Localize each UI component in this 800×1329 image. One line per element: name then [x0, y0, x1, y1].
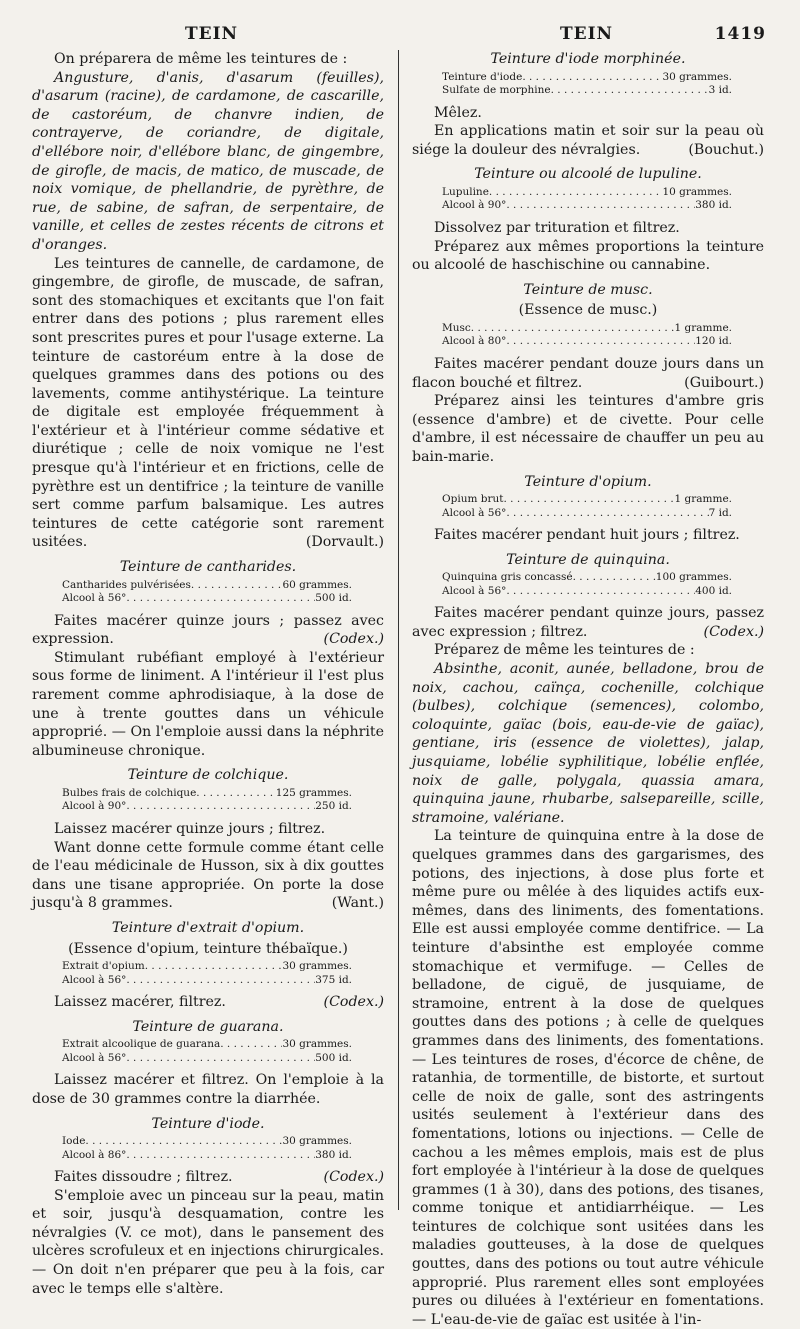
paragraph-text: En applications matin et soir sur la peau où siége la douleur des névralgies.	[412, 123, 764, 158]
paragraph	[32, 255, 384, 553]
source-citation: (Codex.)	[703, 623, 764, 640]
ingredient-name: Alcool à 86°	[62, 1148, 127, 1161]
ingredient-quantity: 125 grammes.	[275, 786, 352, 799]
recipe	[62, 787, 352, 814]
paragraph-text: Faites macérer pendant quinze jours, passez avec expression ; filtrez.	[412, 605, 764, 640]
ingredient-quantity: 60 grammes.	[282, 578, 352, 591]
ingredient-quantity: 380 id.	[695, 199, 732, 212]
ingredient-row	[442, 335, 732, 349]
paragraph	[32, 1168, 384, 1187]
ingredient-row	[62, 960, 352, 974]
paragraph	[412, 355, 764, 392]
ingredient-name: Iode	[62, 1135, 86, 1148]
ingredient-quantity: 400 id.	[695, 584, 732, 597]
recipe	[442, 71, 732, 98]
recipe-title: Teinture d'iode morphinée.	[490, 51, 686, 67]
recipe	[62, 1135, 352, 1162]
ingredient-quantity: 3 id.	[708, 84, 732, 97]
recipe	[62, 1038, 352, 1065]
page-number: 1419	[714, 24, 766, 44]
paragraph: Dissolvez par trituration et filtrez.	[434, 219, 680, 236]
ingredient-row	[442, 493, 732, 507]
paragraph-text: Faites dissoudre ; filtrez.	[54, 1169, 233, 1186]
paragraph: Préparez de même les teintures de :	[434, 642, 695, 659]
ingredient-row	[442, 571, 732, 585]
column-divider	[398, 50, 399, 1210]
recipe-title: Teinture de musc.	[523, 281, 653, 298]
ingredient-name: Musc	[442, 321, 471, 334]
ingredient-name: Teinture d'iode	[442, 70, 523, 83]
recipe	[62, 960, 352, 987]
recipe-title: Teinture de guarana.	[132, 1018, 284, 1035]
ingredient-name: Alcool à 90°	[442, 199, 507, 212]
ingredient-row	[62, 1135, 352, 1149]
paragraph: Stimulant rubéfiant employé à l'extérieur sous forme de liniment. A l'intérieur il l'est plus rarement comme aphrodisiaque, à la dose de une à trente gouttes dans un véhicule approprié. — On l'emploie aussi dans la néphrite albumineuse chronique.	[32, 649, 384, 759]
recipe-title: Teinture d'opium.	[524, 473, 652, 490]
ingredient-row	[62, 1038, 352, 1052]
paragraph: Faites macérer pendant huit jours ; filtrez.	[434, 527, 740, 544]
paragraph-text: Laissez macérer, filtrez.	[54, 994, 226, 1011]
ingredient-name: Alcool à 80°	[442, 335, 507, 348]
recipe-title: Teinture ou alcoolé de lupuline.	[474, 166, 702, 183]
recipe-title: Teinture de quinquina.	[506, 551, 670, 568]
ingredient-name: Extrait alcoolique de guarana	[62, 1038, 221, 1051]
ingredient-row	[62, 787, 352, 801]
source-citation: (Codex.)	[323, 631, 384, 648]
left-column	[32, 50, 384, 1298]
ingredient-row	[442, 322, 732, 336]
ingredient-name: Lupuline	[442, 185, 489, 198]
recipe-title: Teinture de colchique.	[127, 767, 289, 784]
paragraph: Laissez macérer quinze jours ; filtrez.	[54, 820, 326, 837]
recipe-title: Teinture d'extrait d'opium.	[111, 919, 305, 936]
paragraph: On préparera de même les teintures de :	[54, 51, 348, 67]
ingredient-row	[442, 507, 732, 521]
recipe	[442, 186, 732, 213]
paragraph: Préparez aux mêmes proportions la teinture ou alcoolé de haschischine ou cannabine.	[412, 238, 764, 274]
ingredient-row	[442, 585, 732, 599]
ingredient-name: Sulfate de morphine	[442, 84, 551, 97]
paragraph: S'emploie avec un pinceau sur la peau, matin et soir, jusqu'à desquamation, contre les névralgies (V. ce mot), dans le pansement des ulcères scrofuleux et en injections chirurgicales. — On doit n'en préparer que peu à la fois, car avec le temps elle s'altère.	[32, 1187, 384, 1297]
ingredient-row	[62, 1052, 352, 1066]
ingredient-quantity: 100 grammes.	[655, 571, 732, 584]
paragraph	[412, 122, 764, 159]
recipe	[442, 322, 732, 349]
ingredient-name: Opium brut	[442, 493, 504, 506]
ingredient-quantity: 375 id.	[315, 973, 352, 986]
recipe	[62, 579, 352, 606]
paragraph: Laissez macérer et filtrez. On l'emploie à la dose de 30 grammes contre la diarrhée.	[32, 1072, 384, 1107]
recipe	[442, 493, 732, 520]
running-head-right: TEIN	[560, 24, 614, 44]
ingredient-name: Alcool à 90°	[62, 800, 127, 813]
ingredient-row	[62, 579, 352, 593]
ingredient-row	[62, 592, 352, 606]
ingredient-quantity: 250 id.	[315, 800, 352, 813]
ingredient-name: Alcool à 56°	[442, 584, 507, 597]
ingredient-quantity: 1 gramme.	[674, 493, 732, 506]
source-citation: (Want.)	[331, 895, 384, 912]
paragraph: La teinture de quinquina entre à la dose de quelques grammes dans des gargarismes, des potions, des injections, à dose plus forte et même pure ou mêlée à des liquides actifs eux-mêmes, dans des liniments, des fomentations. Elle est aussi employée comme dentifrice. — La teinture d'absinthe est employée comme stomachique et vermifuge. — Celles de belladone, de ciguë, de jusquiame, de stramoine, entrent à la dose de quelques gouttes dans des potions ; à celle de quelques grammes dans des liniments, des fomentations. — Les teintures de roses, d'écorce de chêne, de ratanhia, de tormentille, de bistorte, et surtout celle de noix de galle, sont des astringents usités seulement à l'extérieur dans des fomentations, lotions ou injections. — Celle de cachou a les mêmes emplois, mais est de plus fort employée à l'intérieur à la dose de quelques grammes (1 à 30), dans des potions, des tisanes, comme tonique et antidiarrhéique. — Les teintures de colchique sont usitées dans les maladies goutteuses, à la dose de quelques gouttes, dans des potions ou tout autre véhicule approprié. Plus rarement elles sont employées pures ou diluées à l'extérieur en fomentations. — L'eau-de-vie de gaïac est usitée à l'in-	[412, 828, 764, 1328]
ingredient-name: Cantharides pulvérisées	[62, 578, 191, 591]
recipe	[442, 571, 732, 598]
paragraph	[32, 993, 384, 1012]
ingredient-name: Alcool à 56°	[62, 973, 127, 986]
paragraph	[32, 839, 384, 913]
paragraph	[32, 612, 384, 649]
ingredient-quantity: 500 id.	[315, 1051, 352, 1064]
ingredient-quantity: 30 grammes.	[282, 1135, 352, 1148]
ingredient-row	[442, 186, 732, 200]
ingredient-name: Alcool à 56°	[62, 592, 127, 605]
source-citation: (Codex.)	[323, 994, 384, 1011]
ingredient-quantity: 30 grammes.	[282, 1038, 352, 1051]
paragraph-text: Want donne cette formule comme étant celle de l'eau médicinale de Husson, six à dix gouttes dans une tisane appropriée. On porte la dose jusqu'à 8 grammes.	[32, 839, 384, 912]
ingredient-row	[442, 71, 732, 85]
ingredient-name: Extrait d'opium	[62, 960, 145, 973]
ingredient-row	[442, 84, 732, 98]
paragraph-text: Faites macérer pendant douze jours dans un flacon bouché et filtrez.	[412, 355, 764, 391]
source-citation: (Bouchut.)	[688, 141, 764, 158]
ingredient-row	[442, 199, 732, 213]
ingredient-quantity: 1 gramme.	[674, 321, 732, 334]
paragraph	[412, 604, 764, 641]
ingredient-quantity: 30 grammes.	[282, 960, 352, 973]
source-citation: (Dorvault.)	[305, 534, 384, 551]
running-head-left: TEIN	[185, 24, 239, 44]
ingredient-quantity: 7 id.	[708, 506, 732, 519]
paragraph: Préparez ainsi les teintures d'ambre gris (essence d'ambre) et de civette. Pour celle d'ambre, il est nécessaire de chauffer un peu au bain-marie.	[412, 393, 764, 465]
source-citation: (Codex.)	[323, 1169, 384, 1186]
ingredient-row	[62, 1149, 352, 1163]
paragraph: Mêlez.	[434, 104, 482, 121]
ingredient-quantity: 500 id.	[315, 592, 352, 605]
ingredient-row	[62, 974, 352, 988]
ingredient-name: Alcool à 56°	[62, 1051, 127, 1064]
ingredient-row	[62, 800, 352, 814]
recipe-subtitle: (Essence d'opium, teinture thébaïque.)	[68, 940, 348, 957]
right-column	[412, 50, 764, 1329]
paragraph: Absinthe, aconit, aunée, belladone, brou de noix, cachou, caïnça, cochenille, colchique (bulbes), colchique (semences), colombo, coloquinte, gaïac (bois, eau-de-vie de gaïac), gentiane, iris (essence de violettes), jalap, jusquiame, lobélie syphilitique, lobélie enflée, noix de galle, polygala, quassia amara, quinquina jaune, rhubarbe, salsepareille, scille, stramoine, valériane.	[412, 661, 764, 826]
ingredient-quantity: 120 id.	[695, 335, 732, 348]
paragraph: Angusture, d'anis, d'asarum (feuilles), d'asarum (racine), de cardamone, de cascarille, de castoréum, de chanvre indien, de contrayerve, de coriandre, de digitale, d'ellébore noir, d'ellébore blanc, de gingembre, de girofle, de macis, de matico, de muscade, de noix vomique, de phellandrie, de pyrèthre, de rue, de sabine, de safran, de serpentaire, de vanille, et celles de zestes récents de citrons et d'oranges.	[32, 69, 384, 253]
recipe-subtitle: (Essence de musc.)	[518, 302, 658, 319]
recipe-title: Teinture de cantharides.	[119, 559, 297, 576]
ingredient-name: Quinquina gris concassé	[442, 571, 573, 584]
source-citation: (Guibourt.)	[684, 374, 764, 391]
ingredient-quantity: 380 id.	[315, 1148, 352, 1161]
ingredient-quantity: 30 grammes.	[662, 70, 732, 83]
ingredient-name: Bulbes frais de colchique	[62, 786, 197, 799]
paragraph-text: Les teintures de cannelle, de cardamone, de gingembre, de girofle, de muscade, de safran, sont des stomachiques et excitants que l'on fait entrer dans des potions ; plus rarement elles sont prescrites pures et pour l'usage externe. La teinture de castoréum entre à la dose de quelques grammes dans des potions ou des lavements, comme antihystérique. La teinture de digitale est employée fréquemment à l'extérieur et à l'intérieur comme sédative et diurétique ; celle de noix vomique ne l'est presque qu'à l'intérieur et en frictions, celle de pyrèthre est un dentifrice ; la teinture de vanille sert comme parfum balsamique. Les autres teintures de cette catégorie sont rarement usitées.	[32, 255, 384, 551]
ingredient-quantity: 10 grammes.	[662, 185, 732, 198]
recipe-title: Teinture d'iode.	[151, 1115, 265, 1132]
paragraph-text: Faites macérer quinze jours ; passez avec expression.	[32, 612, 384, 648]
ingredient-name: Alcool à 56°	[442, 506, 507, 519]
